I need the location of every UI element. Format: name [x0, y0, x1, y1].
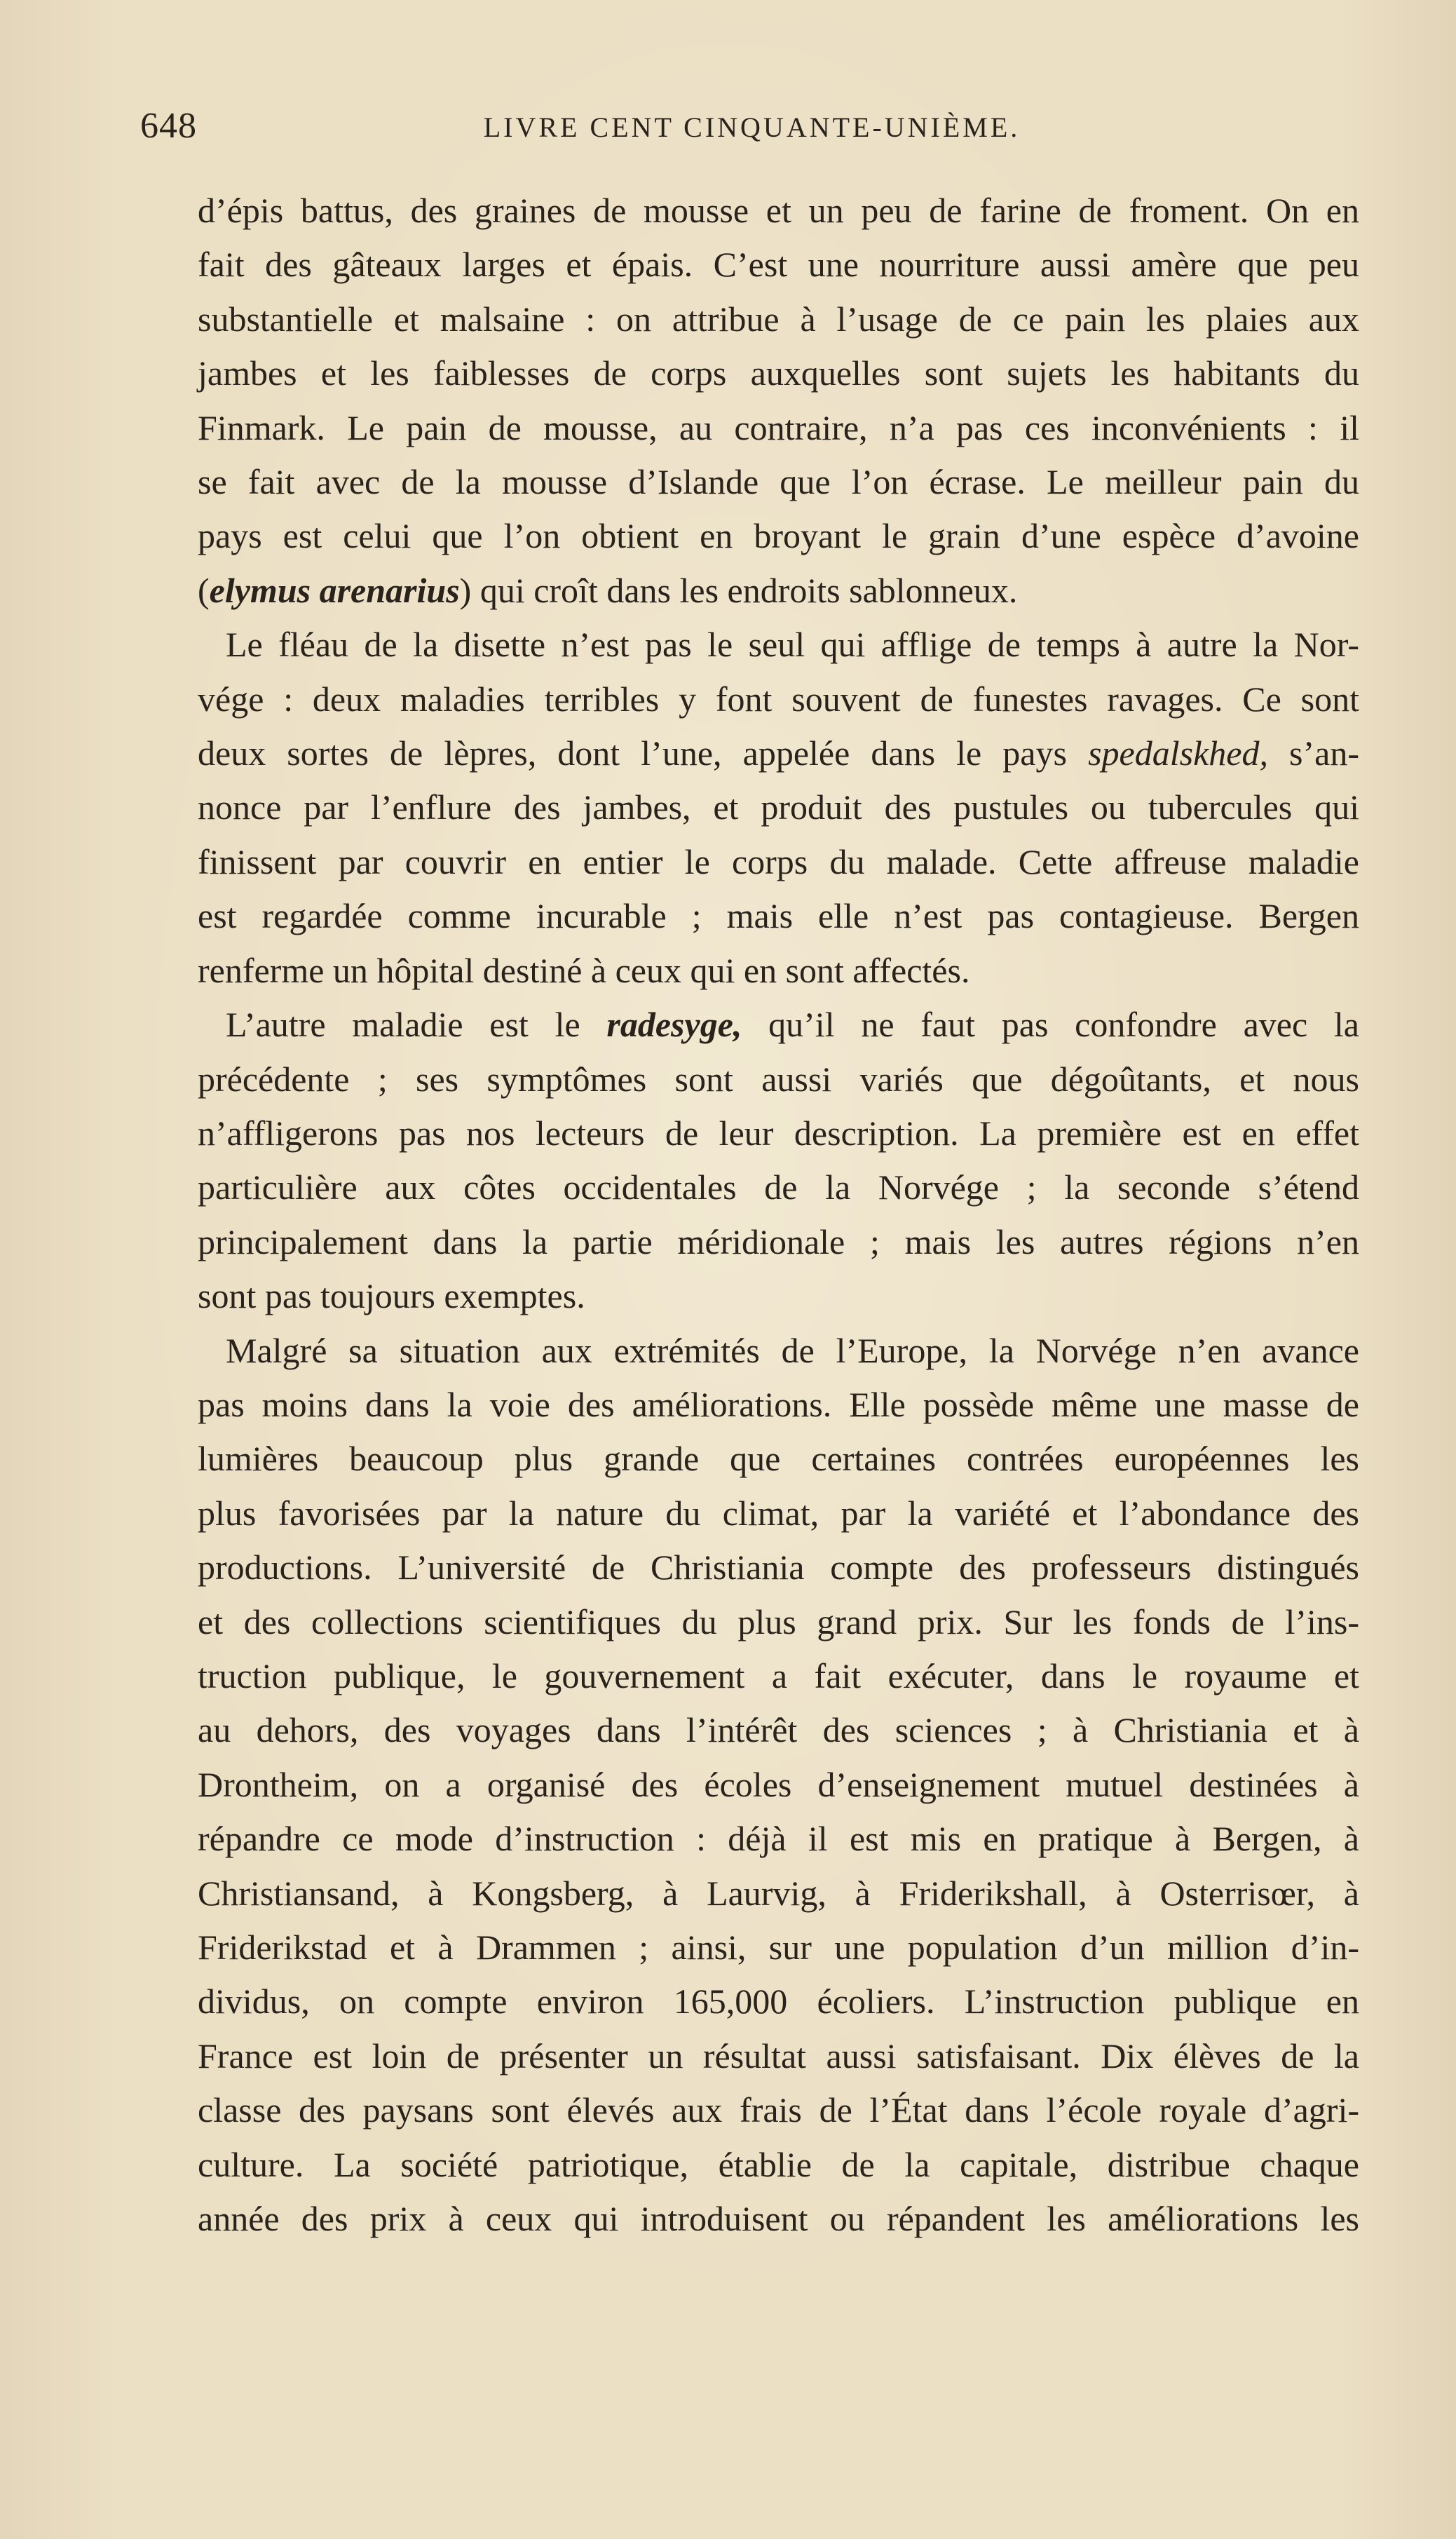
- text-line: sont pas toujours exemptes.: [198, 1276, 585, 1316]
- text-line: n’affligerons pas nos lecteurs de leur description. La première est en effet: [198, 1113, 1359, 1153]
- text-line: vége : deux maladies terribles y font souvent de funestes ravages. Ce sont: [198, 679, 1359, 719]
- text-line: classe des paysans sont élevés aux frais de l’État dans l’école royale d’agri-: [198, 2090, 1359, 2130]
- paragraph-4: [198, 1324, 1359, 2247]
- text-run: qu’il ne faut pas confondre avec la: [742, 1005, 1359, 1045]
- text-line: année des prix à ceux qui introduisent ou répandent les améliorations les: [198, 2199, 1359, 2239]
- text-line: [198, 726, 1359, 780]
- running-head: LIVRE CENT CINQUANTE-UNIÈME.: [483, 111, 1021, 143]
- text-line: et des collections scientifiques du plus grand prix. Sur les fonds de l’ins-: [198, 1602, 1359, 1641]
- text-line: dividus, on compte environ 165,000 écoliers. L’instruction publique en: [198, 1982, 1359, 2022]
- text-line: Malgré sa situation aux extrémités de l’Europe, la Norvége n’en avance: [226, 1330, 1359, 1370]
- page-header: [140, 105, 1363, 154]
- text-line: truction publique, le gouvernement a fait exécuter, dans le royaume et: [198, 1656, 1359, 1695]
- italic-term: radesyge,: [606, 1005, 742, 1045]
- text-line: pas moins dans la voie des améliorations. Elle possède même une masse de: [198, 1384, 1359, 1424]
- text-line: finissent par couvrir en entier le corps du malade. Cette affreuse maladie: [198, 841, 1359, 881]
- text-line: substantielle et malsaine : on attribue à l’usage de ce pain les plaies aux: [198, 299, 1359, 339]
- text-line: renferme un hôpital destiné à ceux qui en sont affectés.: [198, 950, 970, 990]
- text-line: productions. L’université de Christiania compte des professeurs distingués: [198, 1548, 1359, 1587]
- text-line: Le fléau de la disette n’est pas le seul qui afflige de temps à autre la Nor-: [226, 625, 1359, 665]
- text-line: plus favorisées par la nature du climat, par la variété et l’abondance des: [198, 1493, 1359, 1533]
- text-run: ) qui croît dans les endroits sablonneux.: [459, 570, 1018, 610]
- text-line: culture. La société patriotique, établie de la capitale, distribue chaque: [198, 2144, 1359, 2184]
- text-line: [198, 564, 1359, 618]
- italic-term: elymus arenarius: [209, 570, 460, 610]
- text-line: France est loin de présenter un résultat aussi satisfaisant. Dix élèves de la: [198, 2036, 1359, 2076]
- text-line: principalement dans la partie méridionale ; mais les autres régions n’en: [198, 1221, 1359, 1261]
- text-run: s’an-: [1267, 733, 1360, 773]
- text-line: Christiansand, à Kongsberg, à Laurvig, à Friderikshall, à Osterrisœr, à: [198, 1873, 1359, 1913]
- paragraph-1: [198, 184, 1359, 618]
- text-line: particulière aux côtes occidentales de la Norvége ; la seconde s’étend: [198, 1167, 1359, 1207]
- page-number: 648: [140, 106, 197, 146]
- body-text: [198, 184, 1359, 2246]
- text-line: nonce par l’enflure des jambes, et produit des pustules ou tubercules qui: [198, 787, 1359, 827]
- text-line: fait des gâteaux larges et épais. C’est une nourriture aussi amère que peu: [198, 245, 1359, 285]
- text-line: Friderikstad et à Drammen ; ainsi, sur une population d’un million d’in-: [198, 1928, 1359, 1967]
- text-line: répandre ce mode d’instruction : déjà il est mis en pratique à Bergen, à: [198, 1819, 1359, 1859]
- paragraph-2: [198, 618, 1359, 998]
- text-line: jambes et les faiblesses de corps auxquelles sont sujets les habitants du: [198, 353, 1359, 393]
- text-line: se fait avec de la mousse d’Islande que l’on écrase. Le meilleur pain du: [198, 462, 1359, 502]
- text-line: Drontheim, on a organisé des écoles d’enseignement mutuel destinées à: [198, 1764, 1359, 1804]
- text-run: (: [198, 570, 210, 610]
- text-line: [198, 998, 1359, 1052]
- text-line: lumières beaucoup plus grande que certaines contrées européennes les: [198, 1439, 1359, 1479]
- text-line: au dehors, des voyages dans l’intérêt des sciences ; à Christiania et à: [198, 1710, 1359, 1750]
- text-run: deux sortes de lèpres, dont l’une, appelée dans le pays: [198, 733, 1089, 773]
- text-line: est regardée comme incurable ; mais elle n’est pas contagieuse. Bergen: [198, 896, 1359, 936]
- text-line: précédente ; ses symptômes sont aussi variés que dégoûtants, et nous: [198, 1059, 1359, 1099]
- text-line: Finmark. Le pain de mousse, au contraire, n’a pas ces inconvénients : il: [198, 407, 1359, 447]
- text-line: d’épis battus, des graines de mousse et un peu de farine de froment. On en: [198, 191, 1359, 230]
- italic-term: spedalskhed,: [1088, 733, 1268, 773]
- paragraph-3: [198, 998, 1359, 1323]
- text-line: pays est celui que l’on obtient en broyant le grain d’une espèce d’avoine: [198, 516, 1359, 556]
- text-run: L’autre maladie est le: [226, 1005, 607, 1045]
